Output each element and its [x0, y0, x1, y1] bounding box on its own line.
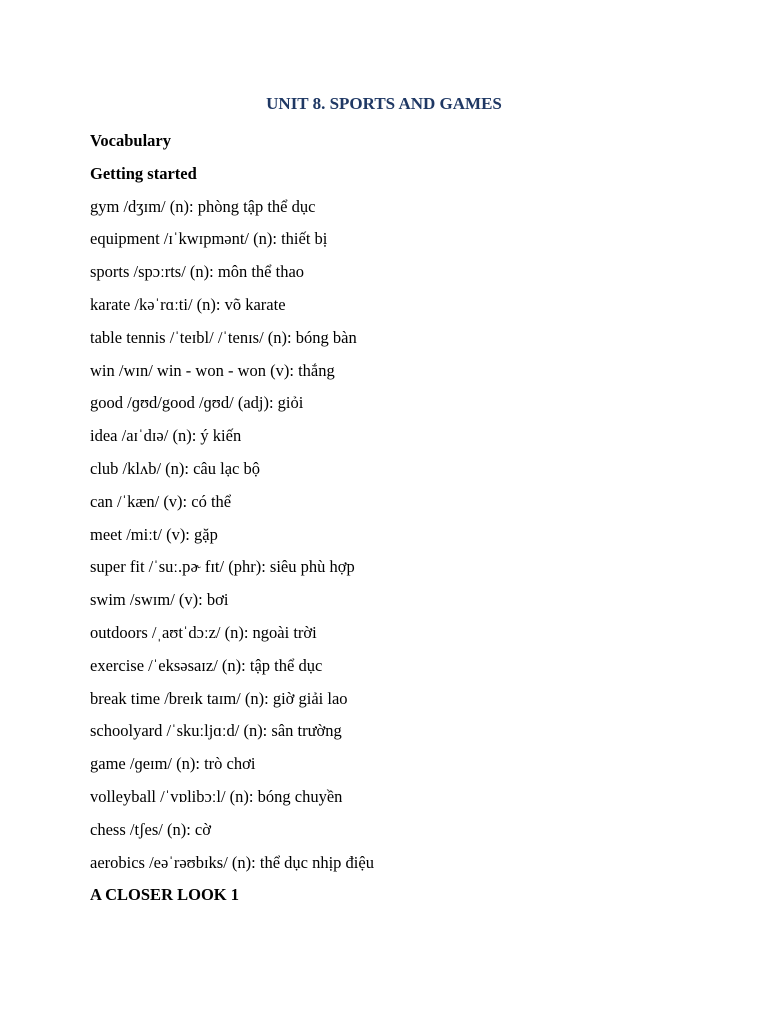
vocab-item: sports /spɔːrts/ (n): môn thể thao: [90, 262, 305, 282]
vocab-item: chess /tʃes/ (n): cờ: [90, 819, 211, 839]
section-heading-vocabulary: Vocabulary: [90, 131, 171, 150]
vocab-item: aerobics /eəˈrəʊbɪks/ (n): thể dục nhịp điệu: [90, 852, 374, 872]
vocab-item: break time /breɪk taɪm/ (n): giờ giải lao: [90, 688, 348, 708]
vocab-item: meet /miːt/ (v): gặp: [90, 524, 218, 544]
vocab-item: equipment /ɪˈkwɪpmənt/ (n): thiết bị: [90, 229, 328, 249]
vocab-item: can /ˈkæn/ (v): có thể: [90, 491, 232, 511]
vocab-item: schoolyard /ˈskuːljɑːd/ (n): sân trường: [90, 721, 342, 741]
subsection-heading-getting-started: Getting started: [90, 163, 197, 183]
vocab-item: table tennis /ˈteɪbl/ /ˈtenɪs/ (n): bóng bàn: [90, 327, 357, 347]
vocab-item: game /ɡeɪm/ (n): trò chơi: [90, 754, 256, 774]
vocab-item: gym /dʒɪm/ (n): phòng tập thể dục: [90, 196, 316, 216]
vocab-item: club /klʌb/ (n): câu lạc bộ: [90, 458, 260, 478]
vocab-item: outdoors /ˌaʊtˈdɔːz/ (n): ngoài trời: [90, 622, 317, 642]
unit-title: UNIT 8. SPORTS AND GAMES: [266, 94, 502, 113]
vocab-item: swim /swɪm/ (v): bơi: [90, 590, 229, 610]
vocab-item: good /ɡʊd/good /ɡʊd/ (adj): giỏi: [90, 393, 304, 413]
vocab-item: exercise /ˈeksəsaɪz/ (n): tập thể dục: [90, 655, 323, 675]
vocab-item: win /wɪn/ win - won - won (v): thắng: [90, 360, 335, 380]
vocab-item: karate /kəˈrɑːti/ (n): võ karate: [90, 294, 286, 314]
document-content: [90, 125, 710, 912]
vocab-item: volleyball /ˈvɒlibɔːl/ (n): bóng chuyền: [90, 786, 343, 806]
section-heading-a-closer-look-1: A CLOSER LOOK 1: [90, 885, 239, 905]
vocab-item: idea /aɪˈdɪə/ (n): ý kiến: [90, 426, 242, 446]
vocab-item: super fit /ˈsuː.pɚ fɪt/ (phr): siêu phù hợp: [90, 557, 355, 577]
